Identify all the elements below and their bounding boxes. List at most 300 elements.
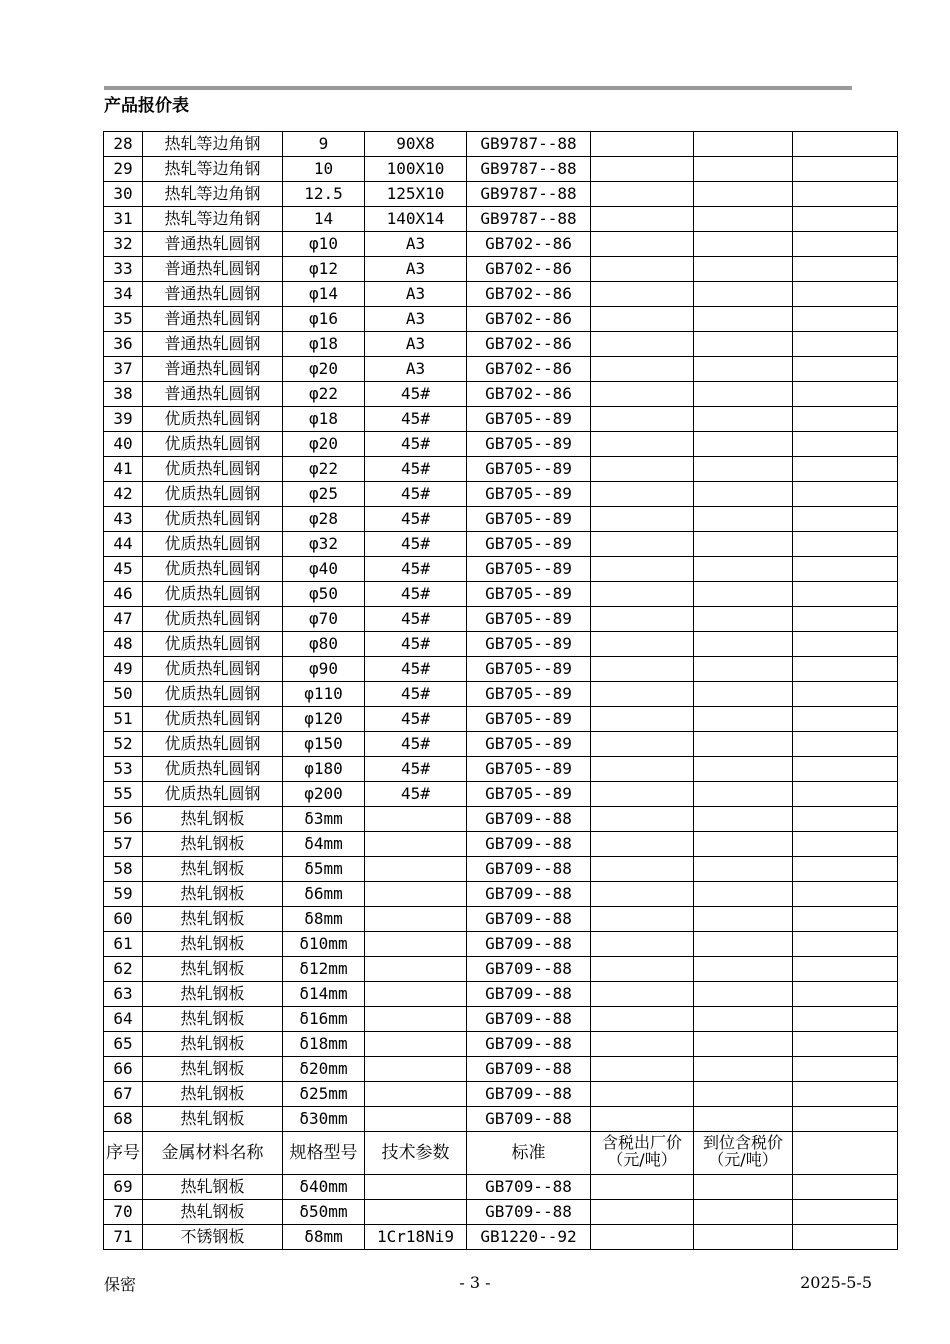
cell-name: 热轧钢板 xyxy=(143,1082,283,1107)
cell-standard: GB709--88 xyxy=(467,857,591,882)
cell-price-factory xyxy=(591,957,694,982)
cell-no: 48 xyxy=(104,632,143,657)
cell-name: 热轧钢板 xyxy=(143,1032,283,1057)
table-row xyxy=(104,207,898,232)
cell-spec: φ20 xyxy=(283,357,365,382)
cell-name: 热轧钢板 xyxy=(143,1007,283,1032)
cell-name: 优质热轧圆钢 xyxy=(143,707,283,732)
cell-tech: A3 xyxy=(365,332,467,357)
cell-price-factory xyxy=(591,607,694,632)
cell-no: 62 xyxy=(104,957,143,982)
cell-no: 40 xyxy=(104,432,143,457)
cell-spec: δ8mm xyxy=(283,907,365,932)
cell-tech: 90X8 xyxy=(365,132,467,157)
table-row xyxy=(104,1200,898,1225)
cell-name: 热轧钢板 xyxy=(143,957,283,982)
cell-price-delivered xyxy=(694,407,793,432)
cell-standard: GB709--88 xyxy=(467,1007,591,1032)
cell-name: 热轧钢板 xyxy=(143,807,283,832)
cell-price-factory xyxy=(591,482,694,507)
cell-tech: A3 xyxy=(365,357,467,382)
cell-name: 热轧等边角钢 xyxy=(143,207,283,232)
cell-name: 优质热轧圆钢 xyxy=(143,432,283,457)
price-table xyxy=(103,131,898,1250)
footer-page-number: - 3 - xyxy=(459,1273,491,1292)
cell-name: 不锈钢板 xyxy=(143,1225,283,1250)
cell-name: 热轧等边角钢 xyxy=(143,157,283,182)
cell-price-delivered xyxy=(694,1007,793,1032)
cell-price-delivered xyxy=(694,1225,793,1250)
table-row xyxy=(104,857,898,882)
cell-standard: GB9787--88 xyxy=(467,157,591,182)
cell-tech: 45# xyxy=(365,407,467,432)
cell-name: 普通热轧圆钢 xyxy=(143,282,283,307)
cell-tech: 45# xyxy=(365,457,467,482)
table-row xyxy=(104,332,898,357)
cell-spec: δ20mm xyxy=(283,1057,365,1082)
cell-standard: GB709--88 xyxy=(467,1057,591,1082)
cell-extra xyxy=(793,757,898,782)
cell-price-delivered xyxy=(694,382,793,407)
cell-extra xyxy=(793,1007,898,1032)
table-row xyxy=(104,1082,898,1107)
cell-no: 44 xyxy=(104,532,143,557)
cell-price-factory xyxy=(591,682,694,707)
cell-no: 36 xyxy=(104,332,143,357)
cell-price-delivered xyxy=(694,732,793,757)
cell-no: 56 xyxy=(104,807,143,832)
cell-standard: GB709--88 xyxy=(467,1082,591,1107)
cell-price-factory xyxy=(591,507,694,532)
table-row xyxy=(104,1007,898,1032)
cell-extra xyxy=(793,382,898,407)
cell-spec: 9 xyxy=(283,132,365,157)
cell-standard: GB709--88 xyxy=(467,1200,591,1225)
cell-price-factory xyxy=(591,557,694,582)
cell-no: 46 xyxy=(104,582,143,607)
cell-tech: 45# xyxy=(365,682,467,707)
cell-standard: GB705--89 xyxy=(467,707,591,732)
table-row xyxy=(104,307,898,332)
cell-no: 71 xyxy=(104,1225,143,1250)
cell-price-delivered xyxy=(694,1082,793,1107)
cell-spec: δ50mm xyxy=(283,1200,365,1225)
cell-price-factory xyxy=(591,857,694,882)
cell-standard: GB705--89 xyxy=(467,607,591,632)
cell-spec: φ120 xyxy=(283,707,365,732)
cell-standard: GB709--88 xyxy=(467,907,591,932)
cell-price-delivered xyxy=(694,532,793,557)
cell-extra xyxy=(793,157,898,182)
cell-price-delivered xyxy=(694,782,793,807)
cell-extra xyxy=(793,257,898,282)
cell-spec: δ12mm xyxy=(283,957,365,982)
table-row xyxy=(104,1107,898,1132)
cell-price-delivered xyxy=(694,582,793,607)
cell-price-delivered xyxy=(694,307,793,332)
cell-price-delivered xyxy=(694,682,793,707)
cell-name: 优质热轧圆钢 xyxy=(143,482,283,507)
cell-name: 优质热轧圆钢 xyxy=(143,532,283,557)
cell-standard: GB9787--88 xyxy=(467,207,591,232)
cell-extra xyxy=(793,682,898,707)
cell-tech: 45# xyxy=(365,707,467,732)
cell-tech: 45# xyxy=(365,657,467,682)
cell-standard: GB705--89 xyxy=(467,557,591,582)
cell-tech: 140X14 xyxy=(365,207,467,232)
table-row xyxy=(104,1032,898,1057)
cell-price-delivered xyxy=(694,357,793,382)
cell-price-delivered xyxy=(694,457,793,482)
cell-spec: φ50 xyxy=(283,582,365,607)
cell-tech: 45# xyxy=(365,582,467,607)
cell-tech: 100X10 xyxy=(365,157,467,182)
cell-extra xyxy=(793,232,898,257)
cell-spec: φ70 xyxy=(283,607,365,632)
cell-price-delivered xyxy=(694,182,793,207)
cell-spec: δ40mm xyxy=(283,1175,365,1200)
cell-name: 优质热轧圆钢 xyxy=(143,557,283,582)
cell-no: 42 xyxy=(104,482,143,507)
cell-price-factory xyxy=(591,182,694,207)
cell-no: 65 xyxy=(104,1032,143,1057)
cell-standard: GB9787--88 xyxy=(467,182,591,207)
cell-price-factory xyxy=(591,282,694,307)
cell-extra xyxy=(793,882,898,907)
cell-price-delivered xyxy=(694,982,793,1007)
cell-no: 66 xyxy=(104,1057,143,1082)
header-tech: 技术参数 xyxy=(365,1132,467,1175)
cell-no: 41 xyxy=(104,457,143,482)
cell-price-delivered xyxy=(694,882,793,907)
cell-tech xyxy=(365,1057,467,1082)
table-body-top xyxy=(104,132,898,1132)
cell-spec: δ4mm xyxy=(283,832,365,857)
cell-price-factory xyxy=(591,1175,694,1200)
cell-price-factory xyxy=(591,307,694,332)
table-row xyxy=(104,732,898,757)
cell-price-delivered xyxy=(694,1032,793,1057)
cell-extra xyxy=(793,482,898,507)
cell-spec: φ180 xyxy=(283,757,365,782)
cell-tech xyxy=(365,882,467,907)
cell-spec: φ110 xyxy=(283,682,365,707)
cell-tech xyxy=(365,807,467,832)
header-standard: 标准 xyxy=(467,1132,591,1175)
cell-price-delivered xyxy=(694,557,793,582)
cell-standard: GB1220--92 xyxy=(467,1225,591,1250)
cell-extra xyxy=(793,832,898,857)
table-row xyxy=(104,1175,898,1200)
cell-price-delivered xyxy=(694,1107,793,1132)
cell-spec: φ32 xyxy=(283,532,365,557)
cell-name: 普通热轧圆钢 xyxy=(143,232,283,257)
cell-price-factory xyxy=(591,332,694,357)
cell-spec: φ10 xyxy=(283,232,365,257)
cell-price-factory xyxy=(591,832,694,857)
cell-name: 优质热轧圆钢 xyxy=(143,657,283,682)
cell-tech xyxy=(365,1082,467,1107)
cell-name: 热轧钢板 xyxy=(143,1200,283,1225)
cell-spec: δ6mm xyxy=(283,882,365,907)
table-row xyxy=(104,882,898,907)
cell-extra xyxy=(793,957,898,982)
cell-no: 59 xyxy=(104,882,143,907)
table-row xyxy=(104,982,898,1007)
cell-spec: 10 xyxy=(283,157,365,182)
cell-standard: GB705--89 xyxy=(467,432,591,457)
cell-standard: GB709--88 xyxy=(467,1107,591,1132)
cell-price-delivered xyxy=(694,282,793,307)
table-row xyxy=(104,282,898,307)
cell-price-factory xyxy=(591,1032,694,1057)
cell-extra xyxy=(793,807,898,832)
cell-standard: GB705--89 xyxy=(467,682,591,707)
cell-spec: δ3mm xyxy=(283,807,365,832)
cell-name: 普通热轧圆钢 xyxy=(143,357,283,382)
cell-extra xyxy=(793,1225,898,1250)
cell-name: 优质热轧圆钢 xyxy=(143,507,283,532)
table-row xyxy=(104,432,898,457)
cell-standard: GB705--89 xyxy=(467,457,591,482)
cell-spec: δ10mm xyxy=(283,932,365,957)
cell-standard: GB702--86 xyxy=(467,382,591,407)
cell-name: 热轧钢板 xyxy=(143,857,283,882)
cell-price-factory xyxy=(591,1107,694,1132)
cell-tech xyxy=(365,932,467,957)
cell-name: 优质热轧圆钢 xyxy=(143,782,283,807)
cell-standard: GB702--86 xyxy=(467,232,591,257)
table-row xyxy=(104,357,898,382)
cell-tech xyxy=(365,982,467,1007)
cell-price-factory xyxy=(591,1082,694,1107)
cell-tech: 45# xyxy=(365,632,467,657)
cell-name: 优质热轧圆钢 xyxy=(143,757,283,782)
cell-extra xyxy=(793,507,898,532)
cell-price-delivered xyxy=(694,207,793,232)
cell-extra xyxy=(793,1082,898,1107)
cell-extra xyxy=(793,1175,898,1200)
cell-no: 43 xyxy=(104,507,143,532)
cell-price-delivered xyxy=(694,157,793,182)
cell-standard: GB705--89 xyxy=(467,632,591,657)
cell-price-delivered xyxy=(694,607,793,632)
document-title: 产品报价表 xyxy=(104,96,189,116)
cell-price-factory xyxy=(591,882,694,907)
footer-date: 2025-5-5 xyxy=(800,1273,872,1292)
cell-price-delivered xyxy=(694,957,793,982)
table-row xyxy=(104,707,898,732)
cell-no: 32 xyxy=(104,232,143,257)
cell-no: 61 xyxy=(104,932,143,957)
cell-tech: 45# xyxy=(365,732,467,757)
cell-name: 热轧等边角钢 xyxy=(143,182,283,207)
cell-no: 50 xyxy=(104,682,143,707)
table-row xyxy=(104,557,898,582)
cell-spec: δ25mm xyxy=(283,1082,365,1107)
cell-tech: 45# xyxy=(365,532,467,557)
cell-tech: A3 xyxy=(365,232,467,257)
cell-no: 38 xyxy=(104,382,143,407)
cell-spec: φ150 xyxy=(283,732,365,757)
cell-spec: 14 xyxy=(283,207,365,232)
cell-standard: GB702--86 xyxy=(467,257,591,282)
cell-price-delivered xyxy=(694,657,793,682)
cell-extra xyxy=(793,457,898,482)
cell-price-factory xyxy=(591,382,694,407)
cell-price-factory xyxy=(591,1200,694,1225)
header-extra xyxy=(793,1132,898,1175)
header-name: 金属材料名称 xyxy=(143,1132,283,1175)
cell-tech: 45# xyxy=(365,557,467,582)
cell-standard: GB705--89 xyxy=(467,407,591,432)
cell-price-delivered xyxy=(694,807,793,832)
cell-price-delivered xyxy=(694,1200,793,1225)
cell-standard: GB705--89 xyxy=(467,507,591,532)
cell-tech: 45# xyxy=(365,757,467,782)
cell-standard: GB705--89 xyxy=(467,757,591,782)
cell-tech xyxy=(365,1107,467,1132)
cell-no: 31 xyxy=(104,207,143,232)
cell-price-delivered xyxy=(694,857,793,882)
table-row xyxy=(104,632,898,657)
cell-price-factory xyxy=(591,657,694,682)
header-no: 序号 xyxy=(104,1132,143,1175)
cell-no: 63 xyxy=(104,982,143,1007)
cell-tech xyxy=(365,1032,467,1057)
table-row xyxy=(104,257,898,282)
cell-name: 热轧钢板 xyxy=(143,982,283,1007)
cell-tech xyxy=(365,832,467,857)
cell-price-delivered xyxy=(694,832,793,857)
cell-standard: GB709--88 xyxy=(467,882,591,907)
table-row xyxy=(104,582,898,607)
cell-standard: GB709--88 xyxy=(467,807,591,832)
table-row xyxy=(104,132,898,157)
cell-extra xyxy=(793,207,898,232)
cell-no: 60 xyxy=(104,907,143,932)
cell-extra xyxy=(793,407,898,432)
cell-no: 67 xyxy=(104,1082,143,1107)
cell-standard: GB709--88 xyxy=(467,1032,591,1057)
cell-no: 35 xyxy=(104,307,143,332)
cell-no: 51 xyxy=(104,707,143,732)
cell-tech: 45# xyxy=(365,482,467,507)
cell-name: 热轧钢板 xyxy=(143,932,283,957)
cell-tech: A3 xyxy=(365,282,467,307)
cell-no: 64 xyxy=(104,1007,143,1032)
cell-price-factory xyxy=(591,907,694,932)
cell-tech: 45# xyxy=(365,432,467,457)
cell-price-factory xyxy=(591,1225,694,1250)
table-row xyxy=(104,607,898,632)
cell-spec: φ200 xyxy=(283,782,365,807)
table-row xyxy=(104,657,898,682)
cell-no: 33 xyxy=(104,257,143,282)
cell-standard: GB705--89 xyxy=(467,482,591,507)
cell-no: 68 xyxy=(104,1107,143,1132)
table-row xyxy=(104,382,898,407)
cell-name: 普通热轧圆钢 xyxy=(143,307,283,332)
cell-no: 45 xyxy=(104,557,143,582)
cell-price-delivered xyxy=(694,432,793,457)
cell-extra xyxy=(793,282,898,307)
table-row xyxy=(104,907,898,932)
table-row xyxy=(104,482,898,507)
cell-price-delivered xyxy=(694,507,793,532)
cell-standard: GB705--89 xyxy=(467,532,591,557)
cell-extra xyxy=(793,1107,898,1132)
cell-price-delivered xyxy=(694,757,793,782)
cell-extra xyxy=(793,1200,898,1225)
cell-price-factory xyxy=(591,1007,694,1032)
cell-spec: φ20 xyxy=(283,432,365,457)
cell-no: 57 xyxy=(104,832,143,857)
cell-tech: 45# xyxy=(365,607,467,632)
cell-extra xyxy=(793,707,898,732)
table-row xyxy=(104,407,898,432)
cell-price-factory xyxy=(591,982,694,1007)
cell-price-factory xyxy=(591,932,694,957)
cell-name: 优质热轧圆钢 xyxy=(143,607,283,632)
cell-price-delivered xyxy=(694,232,793,257)
cell-spec: φ18 xyxy=(283,407,365,432)
cell-no: 49 xyxy=(104,657,143,682)
table-header-group xyxy=(104,1132,898,1175)
cell-spec: 12.5 xyxy=(283,182,365,207)
cell-no: 28 xyxy=(104,132,143,157)
cell-extra xyxy=(793,582,898,607)
cell-name: 优质热轧圆钢 xyxy=(143,632,283,657)
table-row xyxy=(104,1225,898,1250)
cell-name: 热轧钢板 xyxy=(143,832,283,857)
table-row xyxy=(104,782,898,807)
cell-extra xyxy=(793,357,898,382)
table-row xyxy=(104,457,898,482)
cell-no: 52 xyxy=(104,732,143,757)
cell-spec: δ18mm xyxy=(283,1032,365,1057)
header-price-delivered xyxy=(694,1132,793,1175)
cell-standard: GB702--86 xyxy=(467,282,591,307)
cell-price-factory xyxy=(591,207,694,232)
cell-spec: φ80 xyxy=(283,632,365,657)
cell-price-delivered xyxy=(694,907,793,932)
cell-name: 热轧钢板 xyxy=(143,907,283,932)
cell-extra xyxy=(793,907,898,932)
cell-no: 53 xyxy=(104,757,143,782)
cell-name: 热轧等边角钢 xyxy=(143,132,283,157)
table-row xyxy=(104,682,898,707)
cell-extra xyxy=(793,1032,898,1057)
table-row xyxy=(104,932,898,957)
cell-tech xyxy=(365,1007,467,1032)
header-spec: 规格型号 xyxy=(283,1132,365,1175)
table-row xyxy=(104,757,898,782)
cell-spec: φ40 xyxy=(283,557,365,582)
cell-price-factory xyxy=(591,257,694,282)
table-row xyxy=(104,807,898,832)
cell-standard: GB702--86 xyxy=(467,307,591,332)
cell-no: 39 xyxy=(104,407,143,432)
table-row xyxy=(104,507,898,532)
cell-price-factory xyxy=(591,782,694,807)
cell-tech: 125X10 xyxy=(365,182,467,207)
header-rule xyxy=(104,86,852,90)
header-price-factory xyxy=(591,1132,694,1175)
table-row xyxy=(104,182,898,207)
cell-extra xyxy=(793,782,898,807)
cell-no: 34 xyxy=(104,282,143,307)
